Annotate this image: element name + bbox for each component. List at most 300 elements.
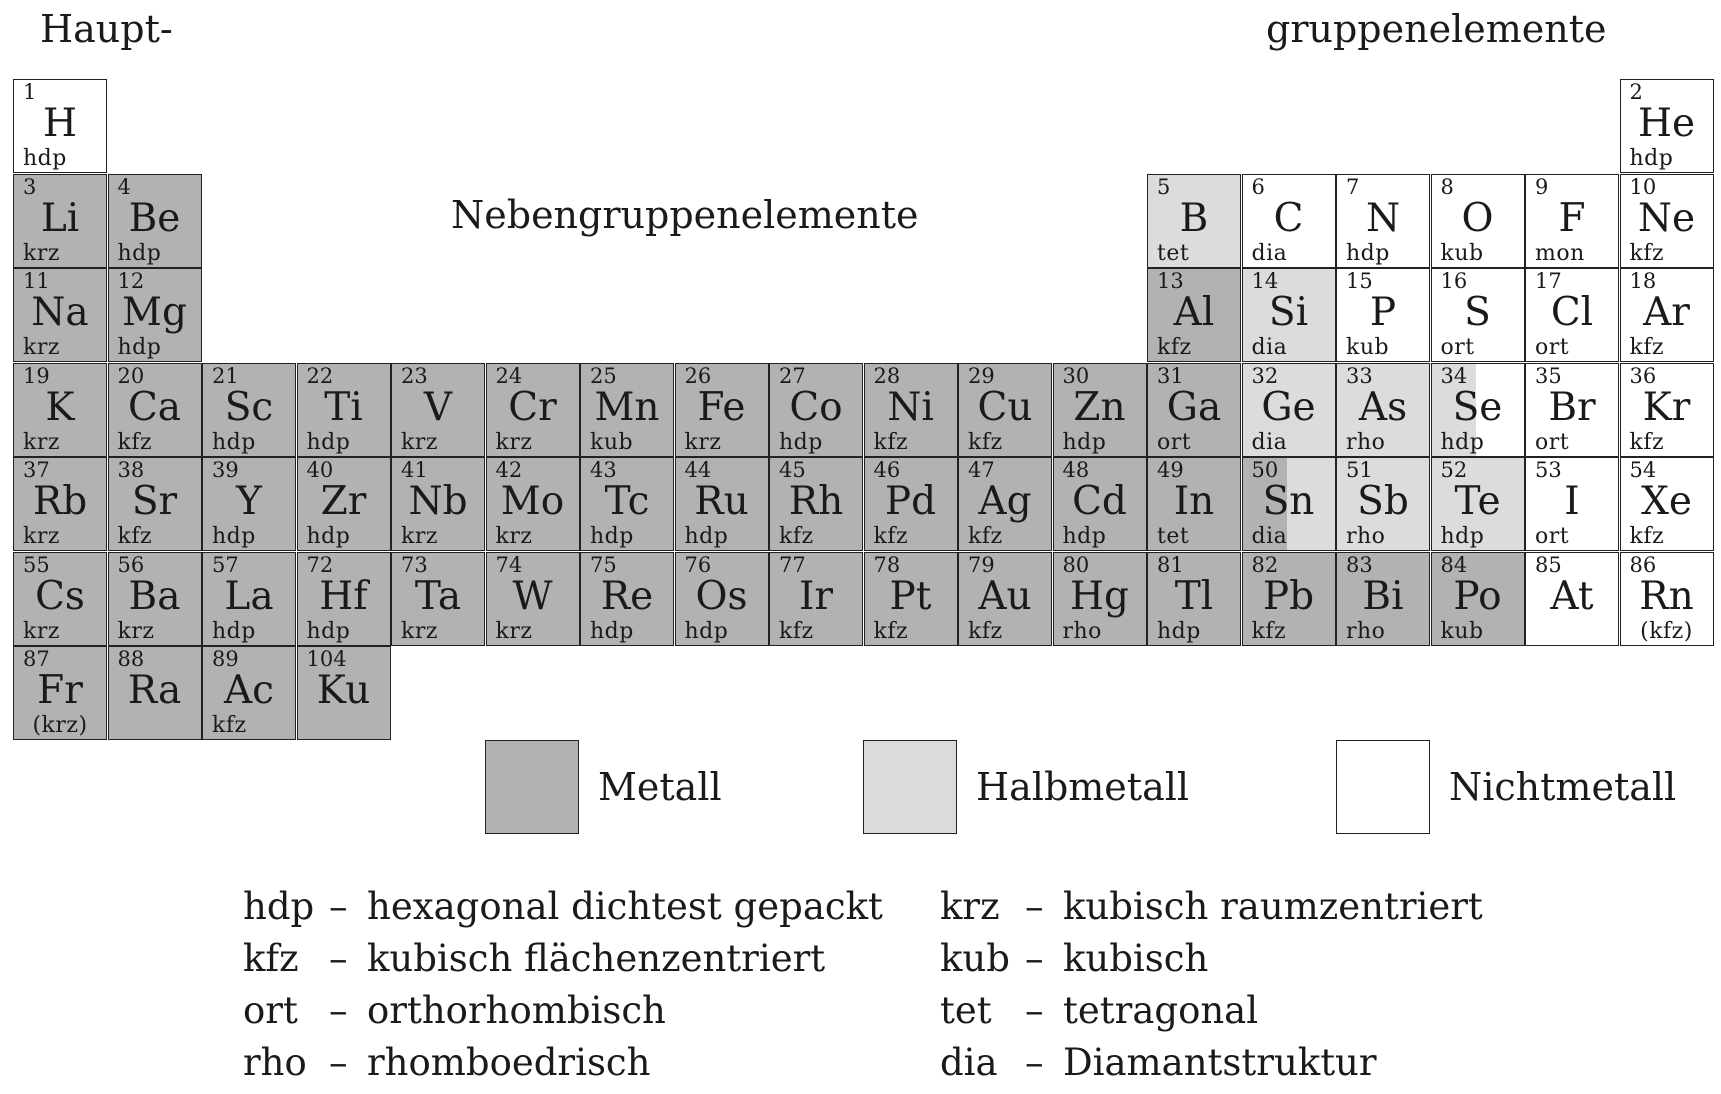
element-symbol: Mn bbox=[594, 384, 660, 430]
element-symbol: Be bbox=[128, 195, 181, 241]
atomic-number: 55 bbox=[23, 552, 50, 577]
element-cell-cu bbox=[958, 363, 1052, 457]
element-cell-cs bbox=[13, 552, 107, 646]
element-symbol: Ba bbox=[128, 573, 181, 619]
crystal-structure: hdp bbox=[1440, 429, 1485, 455]
element-symbol: B bbox=[1179, 195, 1209, 241]
atomic-number: 19 bbox=[23, 363, 50, 388]
crystal-structure: hdp bbox=[1062, 524, 1107, 549]
atomic-number: 43 bbox=[590, 458, 617, 482]
element-cell-c bbox=[1242, 174, 1336, 268]
element-cell-pd bbox=[864, 457, 958, 551]
atomic-number: 54 bbox=[1629, 458, 1657, 482]
atomic-number: 44 bbox=[684, 458, 712, 482]
element-cell-kr bbox=[1620, 363, 1714, 457]
crystal-structure: hdp bbox=[212, 618, 256, 644]
atomic-number: 8 bbox=[1440, 174, 1454, 199]
element-cell-sb bbox=[1336, 457, 1430, 551]
atomic-number: 52 bbox=[1440, 458, 1468, 482]
element-cell-h bbox=[13, 79, 107, 173]
crystal-structure: tet bbox=[1157, 524, 1190, 549]
element-cell-be bbox=[108, 174, 202, 268]
element-symbol: Au bbox=[978, 573, 1032, 619]
atomic-number: 25 bbox=[590, 363, 617, 388]
crystal-structure: ort bbox=[1535, 335, 1570, 360]
element-cell-ta bbox=[391, 552, 485, 646]
element-cell-fe bbox=[675, 363, 769, 457]
element-symbol: Fr bbox=[37, 668, 83, 713]
crystal-structure: hdp bbox=[1062, 429, 1107, 455]
legend-swatch-halbmetall bbox=[863, 740, 957, 834]
element-symbol: As bbox=[1358, 384, 1408, 430]
atomic-number: 12 bbox=[117, 269, 145, 293]
atomic-number: 3 bbox=[23, 174, 37, 199]
atomic-number: 5 bbox=[1157, 174, 1171, 199]
element-symbol: I bbox=[1564, 479, 1580, 524]
element-cell-rn bbox=[1620, 552, 1714, 646]
element-cell-ru bbox=[675, 457, 769, 551]
element-cell-re bbox=[580, 552, 674, 646]
element-cell-pt bbox=[864, 552, 958, 646]
element-cell-mn bbox=[580, 363, 674, 457]
abbr-desc-krz: kubisch raumzentriert bbox=[1063, 885, 1483, 928]
abbr-dash: – bbox=[329, 989, 348, 1032]
abbr-desc-hdp: hexagonal dichtest gepackt bbox=[367, 885, 883, 928]
crystal-structure: kfz bbox=[873, 429, 909, 455]
abbr-code-dia: dia bbox=[940, 1041, 998, 1084]
crystal-structure: kub bbox=[590, 429, 634, 455]
crystal-structure: hdp bbox=[590, 618, 634, 644]
crystal-structure: krz bbox=[23, 524, 60, 549]
abbr-desc-rho: rhomboedrisch bbox=[367, 1041, 651, 1084]
element-cell-f bbox=[1525, 174, 1619, 268]
element-symbol: Ac bbox=[223, 668, 274, 713]
element-cell-hf bbox=[297, 552, 391, 646]
atomic-number: 21 bbox=[212, 363, 239, 388]
abbr-code-rho: rho bbox=[243, 1041, 307, 1084]
atomic-number: 73 bbox=[401, 552, 428, 577]
atomic-number: 78 bbox=[873, 552, 901, 577]
crystal-structure: hdp bbox=[212, 429, 256, 455]
atomic-number: 51 bbox=[1346, 458, 1373, 482]
element-symbol: N bbox=[1365, 195, 1401, 241]
element-cell-al bbox=[1147, 268, 1241, 362]
element-cell-o bbox=[1431, 174, 1525, 268]
element-cell-fr bbox=[13, 646, 107, 740]
element-cell-sr bbox=[108, 457, 202, 551]
element-cell-ti bbox=[297, 363, 391, 457]
element-symbol: Te bbox=[1454, 479, 1501, 524]
element-symbol: Ga bbox=[1166, 384, 1222, 430]
element-cell-na bbox=[13, 268, 107, 362]
crystal-structure: hdp bbox=[590, 524, 634, 549]
atomic-number: 26 bbox=[684, 363, 712, 388]
atomic-number: 9 bbox=[1535, 174, 1549, 199]
element-symbol: Zr bbox=[320, 479, 367, 524]
element-symbol: Pt bbox=[889, 573, 932, 619]
crystal-structure: kfz bbox=[1629, 335, 1665, 360]
element-symbol: In bbox=[1173, 479, 1215, 524]
element-symbol: Ne bbox=[1637, 195, 1696, 241]
crystal-structure: dia bbox=[1251, 240, 1288, 266]
element-symbol: Cl bbox=[1550, 290, 1594, 335]
element-symbol: Ti bbox=[324, 384, 363, 430]
atomic-number: 50 bbox=[1251, 458, 1279, 482]
element-symbol: Br bbox=[1548, 384, 1596, 430]
atomic-number: 17 bbox=[1535, 269, 1562, 293]
crystal-structure: ort bbox=[1535, 524, 1570, 549]
crystal-structure: kfz bbox=[968, 618, 1003, 644]
abbr-code-tet: tet bbox=[940, 989, 992, 1032]
atomic-number: 72 bbox=[306, 552, 334, 577]
atomic-number: 30 bbox=[1062, 363, 1090, 388]
element-cell-n bbox=[1336, 174, 1430, 268]
heading-haupt: Haupt- bbox=[40, 7, 173, 51]
atomic-number: 45 bbox=[779, 458, 806, 482]
element-symbol: Sc bbox=[224, 384, 274, 430]
crystal-structure: krz bbox=[23, 429, 60, 455]
crystal-structure: hdp bbox=[684, 618, 729, 644]
element-cell-ga bbox=[1147, 363, 1241, 457]
abbr-desc-kub: kubisch bbox=[1063, 937, 1209, 980]
crystal-structure: kub bbox=[1440, 240, 1484, 266]
element-cell-ar bbox=[1620, 268, 1714, 362]
crystal-structure: hdp bbox=[779, 429, 823, 455]
element-symbol: Tc bbox=[604, 479, 650, 524]
element-symbol: Nb bbox=[408, 479, 468, 524]
crystal-structure: hdp bbox=[1629, 146, 1674, 171]
element-cell-pb bbox=[1242, 552, 1336, 646]
atomic-number: 22 bbox=[306, 363, 334, 388]
crystal-structure: krz bbox=[495, 429, 533, 455]
element-symbol: K bbox=[45, 384, 75, 430]
crystal-structure: hdp bbox=[212, 524, 256, 549]
crystal-structure: kfz bbox=[1629, 429, 1665, 455]
element-symbol: Pd bbox=[884, 479, 937, 524]
element-symbol: Ra bbox=[127, 668, 182, 713]
crystal-structure: krz bbox=[401, 524, 438, 549]
element-symbol: Cd bbox=[1072, 479, 1127, 524]
crystal-structure: kfz bbox=[779, 524, 814, 549]
legend-label-halbmetall: Halbmetall bbox=[976, 765, 1190, 809]
atomic-number: 104 bbox=[306, 647, 347, 671]
crystal-structure: kfz bbox=[873, 618, 909, 644]
element-symbol: Ag bbox=[978, 479, 1032, 524]
element-cell-he bbox=[1620, 79, 1714, 173]
element-cell-in bbox=[1147, 457, 1241, 551]
atomic-number: 79 bbox=[968, 552, 995, 577]
crystal-structure: kfz bbox=[1157, 335, 1192, 360]
atomic-number: 38 bbox=[117, 458, 145, 482]
crystal-structure: krz bbox=[401, 429, 438, 455]
element-cell-sc bbox=[202, 363, 296, 457]
element-cell-po bbox=[1431, 552, 1525, 646]
element-cell-ra bbox=[108, 646, 202, 740]
element-symbol: La bbox=[224, 573, 274, 619]
atomic-number: 15 bbox=[1346, 269, 1373, 293]
element-cell-li bbox=[13, 174, 107, 268]
abbr-code-hdp: hdp bbox=[243, 885, 315, 928]
atomic-number: 16 bbox=[1440, 269, 1468, 293]
atomic-number: 80 bbox=[1062, 552, 1090, 577]
legend-swatch-nichtmetall bbox=[1336, 740, 1430, 834]
element-cell-i bbox=[1525, 457, 1619, 551]
atomic-number: 83 bbox=[1346, 552, 1373, 577]
element-cell-b bbox=[1147, 174, 1241, 268]
crystal-structure: kfz bbox=[117, 524, 153, 549]
atomic-number: 32 bbox=[1251, 363, 1279, 388]
element-symbol: Hf bbox=[319, 573, 368, 619]
element-cell-ca bbox=[108, 363, 202, 457]
atomic-number: 31 bbox=[1157, 363, 1184, 388]
crystal-structure: hdp bbox=[1440, 524, 1485, 549]
atomic-number: 7 bbox=[1346, 174, 1360, 199]
heading-gruppenelemente: gruppenelemente bbox=[1266, 7, 1607, 51]
atomic-number: 74 bbox=[495, 552, 523, 577]
element-symbol: Os bbox=[695, 573, 748, 619]
element-symbol: Pb bbox=[1262, 573, 1315, 619]
atomic-number: 88 bbox=[117, 647, 145, 671]
atomic-number: 89 bbox=[212, 647, 239, 671]
element-cell-ne bbox=[1620, 174, 1714, 268]
element-symbol: Mo bbox=[500, 479, 565, 524]
element-cell-nb bbox=[391, 457, 485, 551]
atomic-number: 85 bbox=[1535, 552, 1562, 577]
crystal-structure: krz bbox=[23, 618, 60, 644]
element-symbol: Re bbox=[600, 573, 654, 619]
element-symbol: Ta bbox=[414, 573, 462, 619]
crystal-structure: hdp bbox=[306, 429, 351, 455]
atomic-number: 33 bbox=[1346, 363, 1373, 388]
atomic-number: 76 bbox=[684, 552, 712, 577]
element-symbol: Al bbox=[1173, 290, 1215, 335]
legend-swatch-metall bbox=[485, 740, 579, 834]
atomic-number: 36 bbox=[1629, 363, 1657, 388]
crystal-structure: krz bbox=[23, 240, 60, 266]
element-symbol: Sb bbox=[1357, 479, 1409, 524]
crystal-structure: kfz bbox=[1629, 240, 1665, 266]
crystal-structure: ort bbox=[1535, 429, 1570, 455]
abbr-dash: – bbox=[1025, 989, 1044, 1032]
crystal-structure: kfz bbox=[1251, 618, 1287, 644]
crystal-structure: hdp bbox=[684, 524, 729, 549]
element-cell-la bbox=[202, 552, 296, 646]
heading-nebengruppenelemente: Nebengruppenelemente bbox=[451, 193, 919, 237]
atomic-number: 24 bbox=[495, 363, 523, 388]
atomic-number: 27 bbox=[779, 363, 806, 388]
element-symbol: Po bbox=[1453, 573, 1502, 619]
abbr-desc-kfz: kubisch flächenzentriert bbox=[367, 937, 826, 980]
atomic-number: 37 bbox=[23, 458, 50, 482]
element-symbol: Sn bbox=[1262, 479, 1315, 524]
element-cell-bi bbox=[1336, 552, 1430, 646]
element-cell-os bbox=[675, 552, 769, 646]
element-cell-au bbox=[958, 552, 1052, 646]
element-cell-ku bbox=[297, 646, 391, 740]
crystal-structure: hdp bbox=[117, 240, 162, 266]
crystal-structure: kfz bbox=[779, 618, 814, 644]
element-symbol: Kr bbox=[1642, 384, 1691, 430]
element-cell-ag bbox=[958, 457, 1052, 551]
crystal-structure: hdp bbox=[23, 146, 67, 171]
element-symbol: Ni bbox=[887, 384, 934, 430]
element-cell-mg bbox=[108, 268, 202, 362]
atomic-number: 1 bbox=[23, 80, 37, 104]
element-cell-cd bbox=[1053, 457, 1147, 551]
abbr-code-krz: krz bbox=[940, 885, 1000, 928]
element-symbol: At bbox=[1550, 573, 1594, 619]
element-symbol: H bbox=[42, 101, 77, 146]
element-cell-rh bbox=[769, 457, 863, 551]
abbr-dash: – bbox=[1025, 1041, 1044, 1084]
abbr-code-kfz: kfz bbox=[243, 937, 299, 980]
abbr-dash: – bbox=[1025, 885, 1044, 928]
element-cell-si bbox=[1242, 268, 1336, 362]
element-symbol: S bbox=[1464, 290, 1491, 335]
atomic-number: 4 bbox=[117, 174, 131, 199]
element-cell-s bbox=[1431, 268, 1525, 362]
crystal-structure: (krz) bbox=[32, 713, 88, 738]
element-cell-hg bbox=[1053, 552, 1147, 646]
element-symbol: Ca bbox=[127, 384, 182, 430]
element-cell-br bbox=[1525, 363, 1619, 457]
crystal-structure: dia bbox=[1251, 524, 1288, 549]
crystal-structure: kfz bbox=[968, 429, 1003, 455]
element-cell-ac bbox=[202, 646, 296, 740]
element-symbol: Rh bbox=[788, 479, 844, 524]
crystal-structure: (kfz) bbox=[1640, 618, 1693, 644]
crystal-structure: hdp bbox=[306, 524, 351, 549]
crystal-structure: kfz bbox=[873, 524, 909, 549]
abbr-dash: – bbox=[329, 1041, 348, 1084]
atomic-number: 39 bbox=[212, 458, 239, 482]
element-cell-ir bbox=[769, 552, 863, 646]
abbr-dash: – bbox=[329, 885, 348, 928]
element-symbol: Si bbox=[1268, 290, 1309, 335]
element-symbol: Ge bbox=[1261, 384, 1316, 430]
element-cell-co bbox=[769, 363, 863, 457]
crystal-structure: hdp bbox=[1346, 240, 1390, 266]
atomic-number: 40 bbox=[306, 458, 334, 482]
element-cell-as bbox=[1336, 363, 1430, 457]
crystal-structure: mon bbox=[1535, 240, 1585, 266]
abbr-desc-tet: tetragonal bbox=[1063, 989, 1259, 1032]
element-symbol: Se bbox=[1452, 384, 1503, 430]
abbr-dash: – bbox=[1025, 937, 1044, 980]
crystal-structure: kub bbox=[1440, 618, 1484, 644]
element-symbol: C bbox=[1273, 195, 1304, 241]
crystal-structure: krz bbox=[684, 429, 722, 455]
atomic-number: 41 bbox=[401, 458, 428, 482]
crystal-structure: hdp bbox=[117, 335, 162, 360]
crystal-structure: krz bbox=[495, 618, 533, 644]
abbr-desc-dia: Diamantstruktur bbox=[1063, 1041, 1377, 1084]
element-symbol: Y bbox=[236, 479, 262, 524]
element-symbol: V bbox=[423, 384, 453, 430]
element-symbol: Ar bbox=[1643, 290, 1690, 335]
atomic-number: 84 bbox=[1440, 552, 1468, 577]
element-cell-xe bbox=[1620, 457, 1714, 551]
element-symbol: Cr bbox=[508, 384, 557, 430]
atomic-number: 10 bbox=[1629, 174, 1657, 199]
crystal-structure: kfz bbox=[212, 713, 247, 738]
atomic-number: 56 bbox=[117, 552, 145, 577]
atomic-number: 34 bbox=[1440, 363, 1468, 388]
element-symbol: He bbox=[1637, 101, 1696, 146]
element-cell-ba bbox=[108, 552, 202, 646]
element-cell-p bbox=[1336, 268, 1430, 362]
element-cell-k bbox=[13, 363, 107, 457]
element-symbol: Ku bbox=[316, 668, 371, 713]
element-symbol: Rb bbox=[32, 479, 88, 524]
element-cell-cl bbox=[1525, 268, 1619, 362]
crystal-structure: kfz bbox=[968, 524, 1003, 549]
crystal-structure: tet bbox=[1157, 240, 1190, 266]
element-symbol: Mg bbox=[122, 290, 187, 335]
crystal-structure: kub bbox=[1346, 335, 1390, 360]
atomic-number: 57 bbox=[212, 552, 239, 577]
atomic-number: 82 bbox=[1251, 552, 1279, 577]
element-cell-mo bbox=[486, 457, 580, 551]
atomic-number: 77 bbox=[779, 552, 806, 577]
element-symbol: Rn bbox=[1639, 573, 1694, 619]
atomic-number: 23 bbox=[401, 363, 428, 388]
element-symbol: F bbox=[1558, 195, 1586, 241]
crystal-structure: dia bbox=[1251, 335, 1288, 360]
element-symbol: Bi bbox=[1362, 573, 1404, 619]
atomic-number: 2 bbox=[1629, 80, 1643, 104]
crystal-structure: krz bbox=[401, 618, 438, 644]
element-symbol: Tl bbox=[1174, 573, 1214, 619]
element-cell-tc bbox=[580, 457, 674, 551]
element-cell-se bbox=[1431, 363, 1525, 457]
crystal-structure: krz bbox=[23, 335, 60, 360]
crystal-structure: rho bbox=[1346, 524, 1386, 549]
element-symbol: W bbox=[512, 573, 553, 619]
abbr-code-kub: kub bbox=[940, 937, 1010, 980]
crystal-structure: rho bbox=[1062, 618, 1102, 644]
atomic-number: 49 bbox=[1157, 458, 1184, 482]
element-symbol: Na bbox=[31, 290, 89, 335]
element-cell-w bbox=[486, 552, 580, 646]
atomic-number: 46 bbox=[873, 458, 901, 482]
crystal-structure: ort bbox=[1440, 335, 1475, 360]
element-symbol: Zn bbox=[1073, 384, 1126, 430]
element-cell-at bbox=[1525, 552, 1619, 646]
atomic-number: 86 bbox=[1629, 552, 1657, 577]
element-symbol: O bbox=[1461, 195, 1494, 241]
atomic-number: 20 bbox=[117, 363, 145, 388]
element-symbol: Li bbox=[40, 195, 80, 241]
atomic-number: 18 bbox=[1629, 269, 1657, 293]
abbr-dash: – bbox=[329, 937, 348, 980]
crystal-structure: krz bbox=[117, 618, 155, 644]
element-cell-zr bbox=[297, 457, 391, 551]
atomic-number: 14 bbox=[1251, 269, 1279, 293]
element-cell-v bbox=[391, 363, 485, 457]
abbr-desc-ort: orthorhombisch bbox=[367, 989, 666, 1032]
crystal-structure: rho bbox=[1346, 618, 1386, 644]
element-symbol: Fe bbox=[697, 384, 746, 430]
element-cell-cr bbox=[486, 363, 580, 457]
element-symbol: Ru bbox=[694, 479, 749, 524]
atomic-number: 11 bbox=[23, 269, 50, 293]
element-symbol: Hg bbox=[1070, 573, 1129, 619]
element-cell-zn bbox=[1053, 363, 1147, 457]
element-symbol: Cu bbox=[977, 384, 1033, 430]
legend-label-metall: Metall bbox=[598, 765, 722, 809]
element-symbol: Co bbox=[789, 384, 843, 430]
